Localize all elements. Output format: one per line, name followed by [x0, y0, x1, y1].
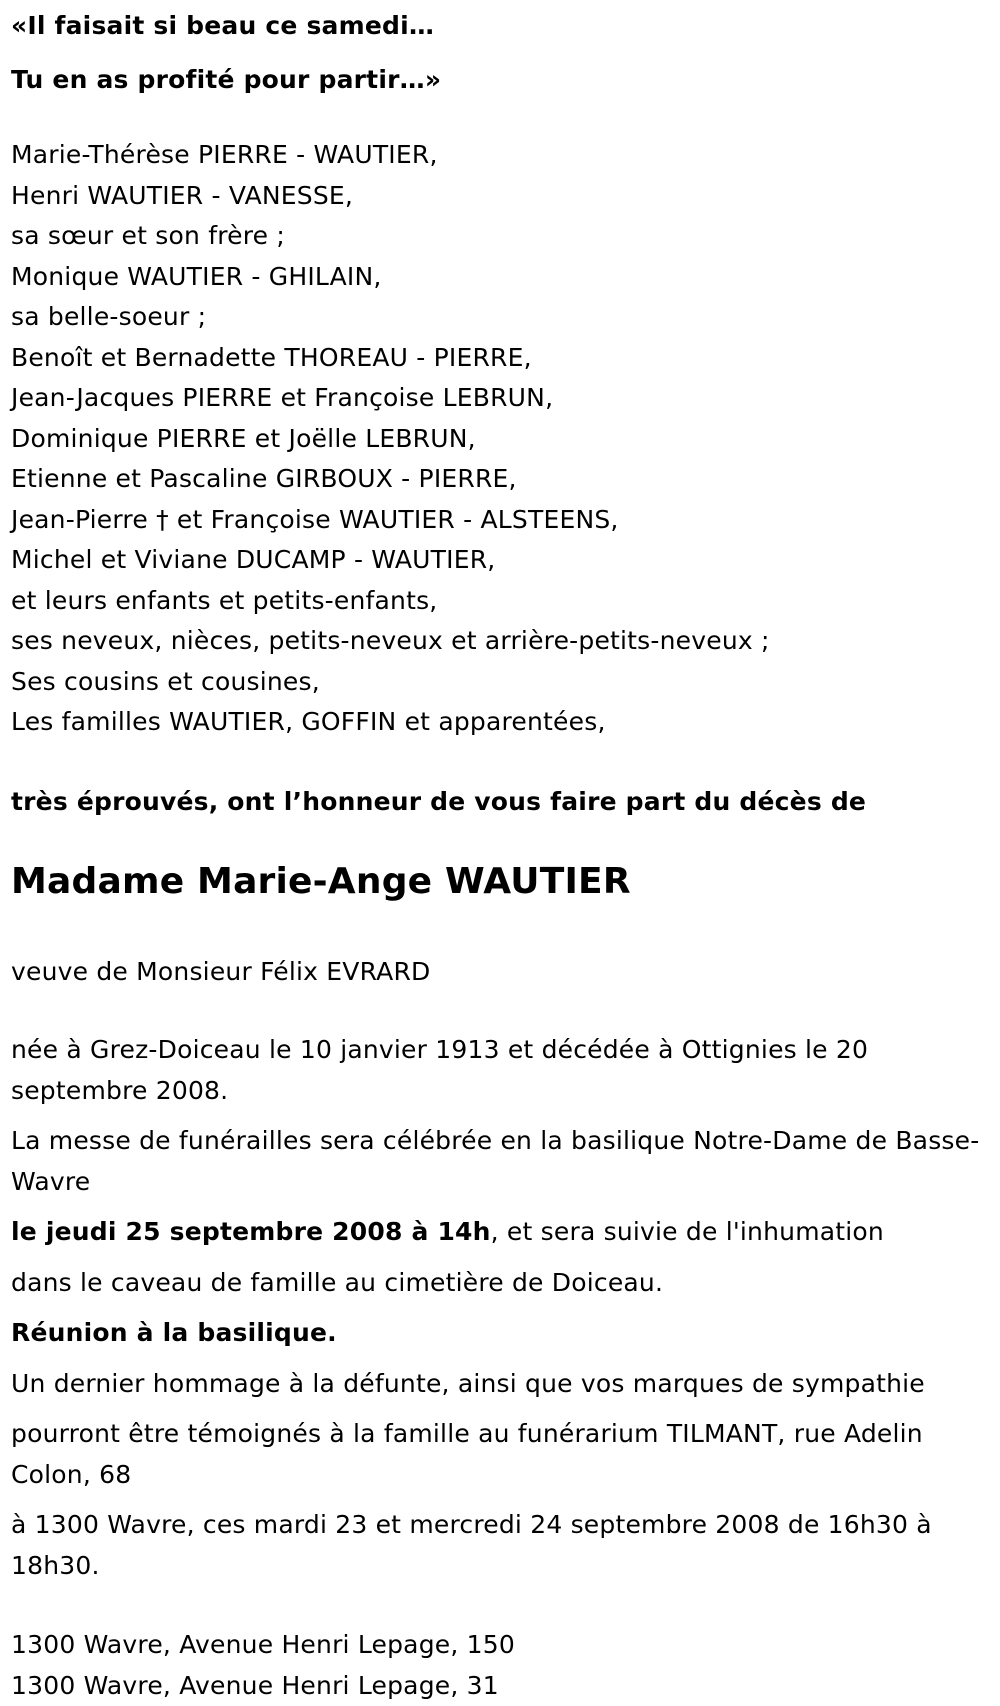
widow-of-text: veuve de Monsieur Félix EVRARD [11, 952, 430, 993]
family-line: Benoît et Bernadette THOREAU - PIERRE, [11, 338, 770, 379]
address-line: 1300 Wavre, Avenue Henri Lepage, 150 [11, 1625, 515, 1666]
meeting-text: Réunion à la basilique. [11, 1313, 991, 1354]
ceremony-date-text [11, 1212, 991, 1253]
ceremony-date-rest: , et sera suivie de l'inhumation [491, 1217, 884, 1246]
address-list [11, 1625, 515, 1706]
quote-line-1: «Il faisait si beau ce samedi… [11, 6, 434, 47]
tribute-text: Un dernier hommage à la défunte, ainsi que vos marques de sympathie [11, 1364, 991, 1405]
family-line: et leurs enfants et petits-enfants, [11, 581, 770, 622]
funeral-home-text: pourront être témoignés à la famille au funérarium TILMANT, rue Adelin Colon, 68 [11, 1414, 991, 1495]
birth-death-text: née à Grez-Doiceau le 10 janvier 1913 et décédée à Ottignies le 20 septembre 2008. [11, 1030, 991, 1111]
family-list [11, 135, 770, 743]
family-line: Jean-Jacques PIERRE et Françoise LEBRUN, [11, 378, 770, 419]
burial-text: dans le caveau de famille au cimetière de Doiceau. [11, 1263, 991, 1304]
funeral-details [11, 1030, 991, 1586]
family-line: Dominique PIERRE et Joëlle LEBRUN, [11, 419, 770, 460]
family-line: Henri WAUTIER - VANESSE, [11, 176, 770, 217]
family-line: Etienne et Pascaline GIRBOUX - PIERRE, [11, 459, 770, 500]
announcement-text: très éprouvés, ont l’honneur de vous faire part du décès de [11, 782, 866, 823]
mass-text: La messe de funérailles sera célébrée en la basilique Notre-Dame de Basse-Wavre [11, 1121, 991, 1202]
family-line: Ses cousins et cousines, [11, 662, 770, 703]
family-line: Monique WAUTIER - GHILAIN, [11, 257, 770, 298]
family-line: sa sœur et son frère ; [11, 216, 770, 257]
family-line: ses neveux, nièces, petits-neveux et arrière-petits-neveux ; [11, 621, 770, 662]
deceased-name: Madame Marie-Ange WAUTIER [11, 858, 631, 906]
family-line: Les familles WAUTIER, GOFFIN et apparentées, [11, 702, 770, 743]
family-line: Jean-Pierre † et Françoise WAUTIER - ALSTEENS, [11, 500, 770, 541]
address-line: 1300 Wavre, Avenue Henri Lepage, 31 [11, 1666, 515, 1706]
ceremony-date-bold: le jeudi 25 septembre 2008 à 14h [11, 1217, 491, 1246]
family-line: Marie-Thérèse PIERRE - WAUTIER, [11, 135, 770, 176]
family-line: Michel et Viviane DUCAMP - WAUTIER, [11, 540, 770, 581]
visiting-hours-text: à 1300 Wavre, ces mardi 23 et mercredi 24 septembre 2008 de 16h30 à 18h30. [11, 1505, 991, 1586]
quote-line-2: Tu en as profité pour partir…» [11, 60, 441, 101]
family-line: sa belle-soeur ; [11, 297, 770, 338]
